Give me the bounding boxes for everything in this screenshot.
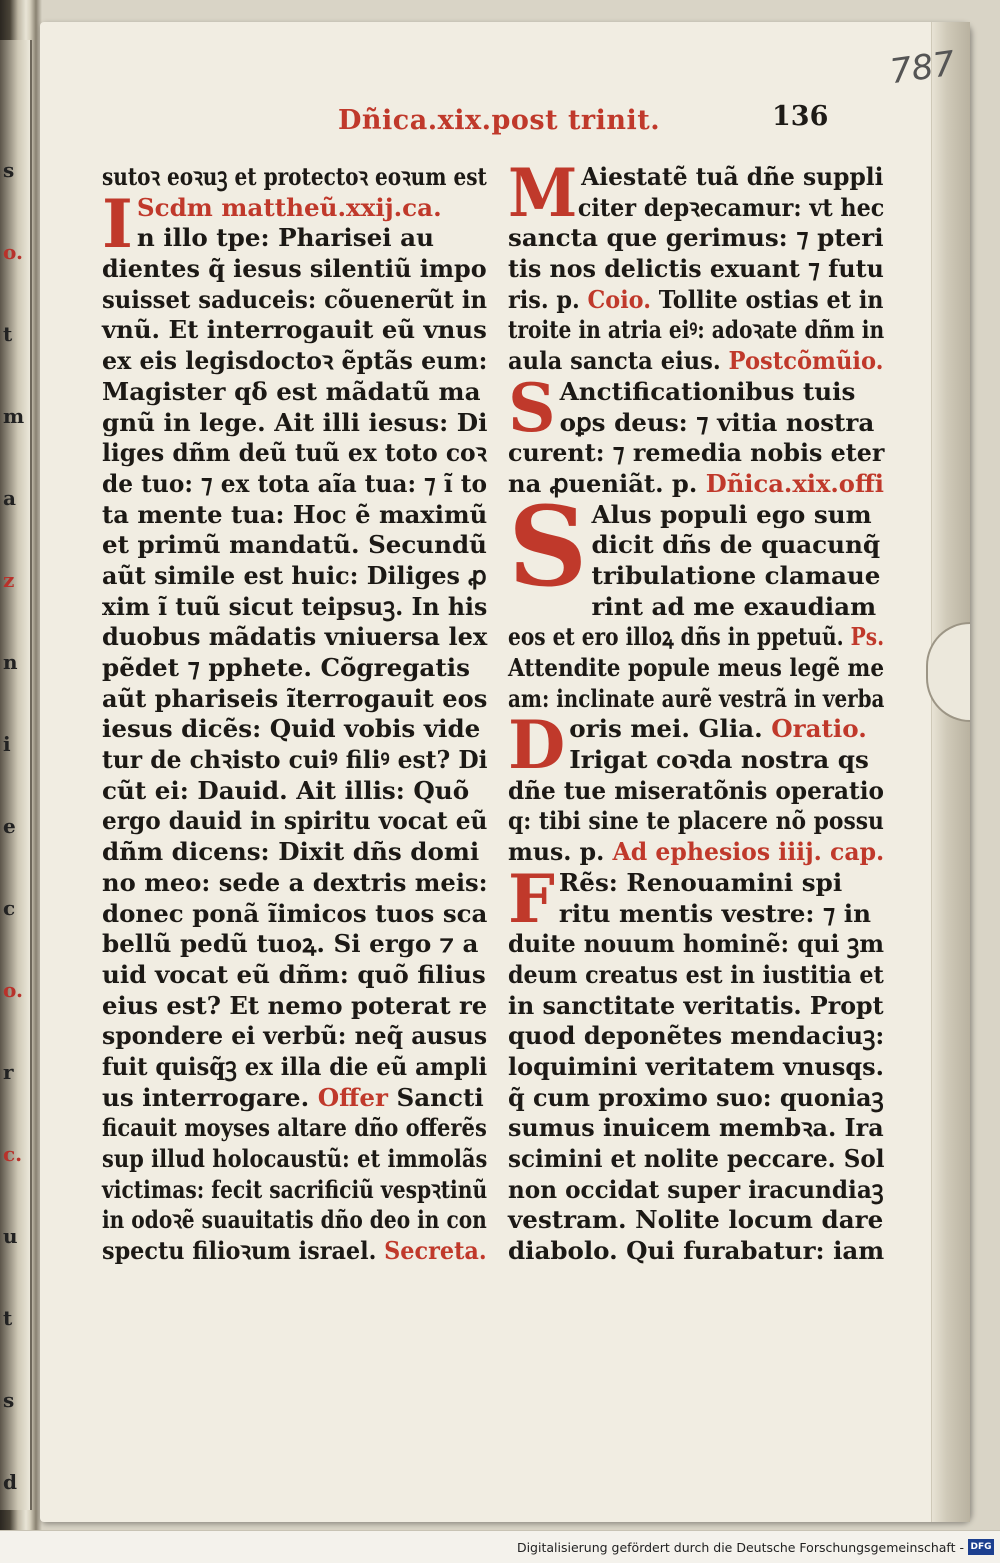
edge-fragment: o.: [3, 978, 23, 1002]
running-header: Dñica.xix.post trinit.: [338, 105, 661, 136]
text-line: [102, 284, 487, 316]
edge-fragment: m: [3, 404, 25, 428]
page-number: 136: [772, 101, 829, 132]
text-line: [508, 837, 885, 868]
text-line: [102, 499, 488, 531]
text-line: [508, 990, 884, 1022]
body-text: n illo tpe: Pharisei au: [136, 223, 434, 253]
body-text: uid vocat eũ dñm: quõ filius: [102, 959, 486, 989]
left-text-column: [102, 162, 487, 1267]
body-text: et primũ mandatũ. Secundũ: [102, 530, 487, 560]
body-text: Magister qδ est mãdatũ ma: [102, 376, 481, 406]
text-line: [102, 591, 488, 623]
rubric-text: Oratio.: [762, 714, 867, 744]
edge-fragment: s: [3, 158, 15, 182]
body-text: ris. p.: [508, 284, 588, 314]
edge-fragment: n: [3, 650, 18, 674]
body-text: in odoꝛẽ suauitatis dño deo in con: [102, 1205, 487, 1235]
rubric-text: Ad ephesios iiij. cap.: [612, 837, 885, 867]
text-line: [102, 438, 487, 469]
text-line: [508, 622, 885, 653]
body-text: liges dñm deũ tuũ ex toto coꝛ: [102, 438, 487, 468]
text-line: [102, 1051, 488, 1083]
text-line: [508, 438, 885, 469]
text-line: [508, 192, 885, 224]
body-text: oris mei.: [569, 714, 699, 744]
body-text: ritu mentis vestre: ⁊ in: [558, 898, 872, 928]
rubric-text: Offer: [317, 1082, 388, 1112]
body-text: sancta que gerimus: ⁊ pteri: [508, 223, 884, 253]
text-line: [102, 867, 488, 899]
body-text: Anctificationibus tuis: [559, 376, 856, 406]
body-text: q: tibi sine te placere nõ possu: [508, 806, 884, 836]
text-line: [102, 530, 486, 561]
body-text: suisset saduceis: cõuenerũt in: [102, 284, 487, 314]
text-line: [508, 1051, 884, 1083]
body-text: am: inclinate aurẽ vestrã in verba: [508, 683, 885, 713]
text-line: [102, 1113, 487, 1144]
body-text: aũt phariseis ĩterrogauit eos: [102, 683, 488, 713]
edge-fragment: c.: [3, 1142, 23, 1166]
edge-fragment: s: [3, 1388, 15, 1412]
body-text: curent: ⁊ remedia nobis eter: [508, 438, 885, 468]
text-line: [508, 806, 884, 837]
text-line: [102, 408, 487, 439]
text-line: [102, 714, 487, 745]
text-line: [102, 223, 487, 254]
body-text: rint ad me exaudiam: [591, 591, 877, 621]
text-line: [102, 315, 487, 346]
text-line: [102, 683, 488, 715]
body-text: tur de chꝛisto cuiꝰ filiꝰ est? Di: [102, 745, 488, 775]
rubric-text: Scdm mattheũ.xxij.ca.: [136, 192, 442, 222]
text-line: [102, 1021, 488, 1052]
body-text: oꝑs deus: ⁊ vitia nostra: [559, 407, 875, 437]
body-text: sutoꝛ eoꝛuꝫ et protectoꝛ eoꝛum est: [102, 162, 487, 191]
body-text: gnũ in lege. Ait illi iesus: Di: [102, 407, 488, 437]
text-line: [508, 254, 884, 285]
rubricated-initial: S: [508, 368, 556, 447]
text-line: [508, 1113, 884, 1144]
body-text: Rẽs: Renouamini spi: [558, 867, 843, 897]
edge-fragment: e: [3, 814, 16, 838]
body-text: ergo dauid in spiritu vocat eũ: [102, 806, 488, 836]
body-text: aula sancta eius.: [508, 346, 729, 376]
text-line: [102, 653, 487, 684]
text-line: [508, 1021, 885, 1052]
edge-fragment: d: [3, 1470, 17, 1494]
text-line: [102, 898, 488, 930]
body-text: duite nouum hominẽ: qui ꝫm: [508, 929, 884, 959]
body-text: ta mente tua: Hoc ẽ maximũ: [102, 499, 488, 529]
body-text: vnũ. Et interrogauit eũ vnus: [102, 315, 487, 345]
body-text: spondere ei verbũ: neq̃ ausus: [102, 1021, 488, 1051]
body-text: Tollite ostias et in: [650, 284, 884, 314]
body-text: victimas: fecit sacrificiũ vespꝛtinũ: [102, 1174, 488, 1204]
text-line: [102, 560, 487, 592]
body-text: sup illud holocaustũ: et immolãs: [102, 1144, 488, 1173]
text-line: [508, 408, 884, 439]
text-line: [508, 1205, 884, 1236]
text-line: [508, 315, 885, 346]
body-text: no meo: sede a dextris meis:: [102, 867, 488, 897]
edge-fragment: t: [3, 322, 13, 346]
text-line: [102, 622, 488, 653]
edge-fragment: o.: [3, 240, 23, 264]
text-line: [508, 1082, 884, 1114]
body-text: loquimini veritatem vnusqs.: [508, 1051, 884, 1081]
edge-fragment: r: [3, 1060, 14, 1084]
edge-fragment: t: [3, 1306, 13, 1330]
body-text: scimini et nolite peccare. Sol: [508, 1144, 885, 1173]
rubricated-initial: M: [508, 154, 578, 232]
page-fore-edge: [931, 22, 970, 1522]
text-line: [102, 254, 487, 285]
edge-fragment: u: [3, 1224, 18, 1248]
text-line: [508, 683, 885, 715]
body-text: q̃ cum proximo suo: quoniaꝫ: [508, 1082, 884, 1112]
body-text: iesus dicẽs: Quid vobis vide: [102, 714, 481, 744]
text-line: [102, 990, 488, 1022]
text-line: [102, 346, 488, 377]
body-text: dicit dñs de quacunq̃: [591, 530, 881, 560]
text-line: [102, 1236, 487, 1267]
rubricated-initial: F: [508, 859, 555, 938]
rubric-text: Secreta.: [384, 1236, 487, 1266]
body-text: quod deponẽtes mendaciuꝫ:: [508, 1021, 885, 1051]
text-line: [508, 1174, 884, 1206]
edge-fragment: z: [3, 568, 15, 592]
body-text: dñe tue miseratõnis operatio: [508, 775, 884, 805]
body-text: donec ponã ĩimicos tuos sca: [102, 898, 488, 928]
body-text: vestram. Nolite locum dare: [508, 1205, 884, 1235]
text-line: [102, 377, 487, 408]
body-text: aũt simile est huic: Diliges ꝓ: [102, 560, 487, 590]
body-text: duobus mãdatis vniuersa lex: [102, 622, 488, 652]
text-line: [508, 346, 884, 377]
text-line: [102, 929, 487, 960]
body-text: bellũ pedũ tuoꝝ. Si ergo ⁊ a: [102, 929, 479, 959]
text-line: [102, 1083, 487, 1114]
body-text: dñm dicens: Dixit dñs domi: [102, 837, 480, 867]
funding-notice: Digitalisierung gefördert durch die Deutsche Forschungsgemeinschaft -: [516, 1540, 964, 1555]
body-text: troite in atria eiꝰ: adoꝛate dñm in: [508, 315, 885, 345]
body-text: Glia.: [698, 714, 763, 744]
text-line: [508, 653, 885, 684]
text-line: [102, 806, 488, 837]
text-line: [102, 745, 488, 776]
rubricated-initial: D: [508, 706, 566, 785]
body-text: eos et ero illoꝝ dñs in ppetuũ.: [508, 622, 851, 652]
body-text: us interrogare.: [102, 1082, 318, 1112]
body-text: de tuo: ⁊ ex tota aĩa tua: ⁊ ĩ to: [102, 468, 488, 498]
body-text: ex eis legisdoctoꝛ ẽptãs eum:: [102, 346, 488, 376]
edge-fragment: c: [3, 896, 16, 920]
text-line: [102, 468, 488, 500]
body-text: in sanctitate veritatis. Propt: [508, 990, 884, 1020]
body-text: citer depꝛecamur: vt hec: [577, 192, 885, 222]
text-line: [102, 776, 487, 807]
body-text: pẽdet ⁊ pphete. Cõgregatis: [102, 653, 470, 682]
body-text: cũt ei: Dauid. Ait illis: Quõ: [102, 775, 470, 805]
body-text: Sancti: [387, 1082, 484, 1112]
body-text: diabolo. Qui furabatur: iam: [508, 1236, 885, 1266]
right-text-column: [508, 154, 885, 1267]
digitization-footer: [0, 1530, 1000, 1563]
body-text: mus. p.: [508, 837, 613, 867]
text-line: [102, 1174, 488, 1206]
rubric-text: Dñica.xix.offi: [705, 468, 884, 498]
text-line: [508, 775, 884, 807]
rubric-text: Postcõmũio.: [728, 346, 884, 376]
body-text: Aiestatẽ tuã dñe suppli: [581, 162, 884, 191]
text-line: [102, 1144, 488, 1175]
dfg-logo: DFG: [968, 1539, 994, 1555]
body-text: fuit quisq̃ꝫ ex illa die eũ ampli: [102, 1051, 488, 1081]
body-text: spectu filioꝛum israel.: [102, 1236, 385, 1266]
text-line: [508, 899, 884, 930]
rubric-text: Coio.: [587, 284, 651, 314]
text-line: [102, 837, 487, 868]
text-line: [102, 960, 487, 991]
body-text: xim ĩ tuũ sicut teipsuꝫ. In his: [102, 591, 488, 621]
text-line: [508, 1144, 885, 1175]
body-text: tis nos delictis exuant ⁊ futu: [508, 254, 884, 284]
text-line: [102, 1205, 487, 1236]
body-text: eius est? Et nemo poterat re: [102, 990, 488, 1020]
body-text: Attendite popule meus legẽ me: [508, 653, 885, 682]
body-text: deum creatus est in iustitia et: [508, 959, 884, 989]
handwritten-folio-number: 787: [887, 43, 958, 93]
body-text: sumus inuicem membꝛa. Ira: [508, 1113, 884, 1143]
text-line: [508, 929, 884, 960]
body-text: Irigat coꝛda nostra qs: [569, 745, 869, 775]
edge-fragment: i: [3, 732, 11, 756]
previous-page-edge: [0, 40, 32, 1510]
rubric-text: Ps.: [850, 622, 885, 652]
rubricated-initial: S: [508, 481, 588, 611]
text-line: [508, 1236, 883, 1267]
rubricated-initial: I: [102, 184, 133, 263]
edge-fragment: a: [3, 486, 16, 510]
body-text: non occidat super iracundiaꝫ: [508, 1174, 884, 1204]
text-line: [508, 468, 884, 500]
text-line: [102, 162, 487, 193]
body-text: na ꝓueniãt. p.: [508, 468, 706, 498]
body-text: ficauit moyses altare dño offerẽs: [102, 1113, 487, 1143]
text-line: [508, 959, 884, 991]
text-line: [508, 284, 884, 316]
body-text: dientes q̃ iesus silentiũ impo: [102, 254, 487, 284]
body-text: Alus populi ego sum: [591, 499, 872, 529]
body-text: tribulatione clamaue: [591, 560, 881, 590]
